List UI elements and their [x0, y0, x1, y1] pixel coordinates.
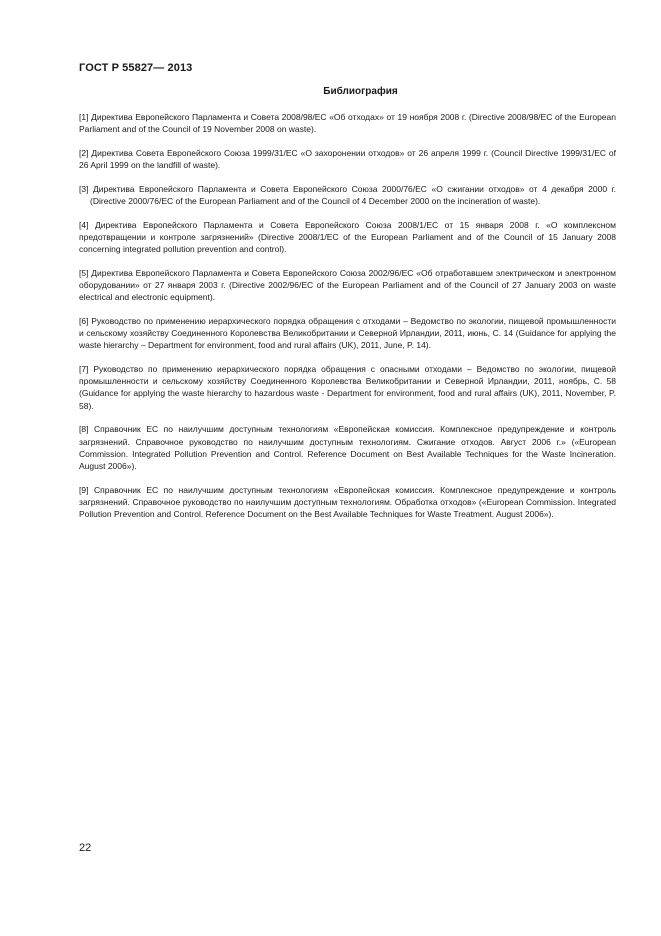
reference-item-8: [8] Справочник ЕС по наилучшим доступным технологиям «Европейская комиссия. Комплексное предупреждение и контроль загрязнений. Справочное руководство по наилучшим доступным технологиям. Сжигание отходов. Август 2006 г.» («European Commission. Integrated Pollution Prevention and Control. Reference Document on Best Available Techniques for the Waste Incineration. August 2006»).: [79, 424, 616, 471]
reference-item-6: [6] Руководство по применению иерархического порядка обращения с отходами – Ведомство по экологии, пищевой промышленности и сельскому хозяйству Соединенного Королевства Великобритании и Северной Ирландии, 2011, июнь, С. 14 (Guidance for applying the waste hierarchy – Department for environment, food and rural affairs (UK), 2011, June, P. 14).: [79, 315, 616, 351]
reference-item-1: [1] Директива Европейского Парламента и Совета 2008/98/ЕС «Об отходах» от 19 ноября 2008 г. (Directive 2008/98/EC of the European Parliament and of the Council of 19 November 2008 on waste).: [79, 112, 616, 135]
page-title: Библиография: [323, 86, 398, 97]
reference-item-2: [2] Директива Совета Европейского Союза 1999/31/ЕС «О захоронении отходов» от 26 апреля 1999 г. (Council Directive 1999/31/ЕС of 26 April 1999 on the landfill of waste).: [79, 147, 616, 171]
reference-item-7: [7] Руководство по применению иерархического порядка обращения с опасными отходами – Ведомство по экологии, пищевой промышленности и сельскому хозяйству Соединенного Королевства Великобритании и Северной Ирландии, 2011, ноябрь, С. 58 (Guidance for applying the waste hierarchy to hazardous waste - Department for environment, food and rural affairs (UK), 2011, November, P. 58).: [79, 364, 616, 411]
page-number: 22: [79, 842, 92, 854]
document-code: ГОСТ Р 55827— 2013: [79, 62, 193, 74]
reference-item-9: [9] Справочник ЕС по наилучшим доступным технологиям «Европейская комиссия. Комплексное предупреждение и контроль загрязнений. Справочное руководство по наилучшим доступным технологиям. Обработка отходов» («European Commission. Integrated Pollution Prevention and Control. Reference Document on the Best Available Techniques for Waste Treatment. August 2006»).: [79, 484, 616, 520]
reference-item-5: [5] Директива Европейского Парламента и Совета Европейского Союза 2002/96/ЕС «Об отработавшем электрическом и электронном оборудовании» от 27 января 2003 г. (Directive 2002/96/ЕС of the European Parliament and of the Council of 27 January 2003 on waste electrical and electronic equipment).: [79, 267, 616, 303]
reference-item-4: [4] Директива Европейского Парламента и Совета Европейского Союза 2008/1/ЕС от 15 января 2008 г. «О комплексном предотвращении и контроле загрязнений» (Directive 2008/1/ЕС of the European Parliament and of the Council of 15 January 2008 concerning integrated pollution prevention and control).: [79, 219, 616, 255]
bibliography-list: [79, 111, 616, 532]
reference-item-3: [3] Директива Европейского Парламента и Совета Европейского Союза 2000/76/ЕС «О сжигании отходов» от 4 декабря 2000 г. (Directive 2000/76/ЕС of the European Parliament and of the Council of 4 December 2000 on the incineration of waste).: [79, 183, 616, 207]
